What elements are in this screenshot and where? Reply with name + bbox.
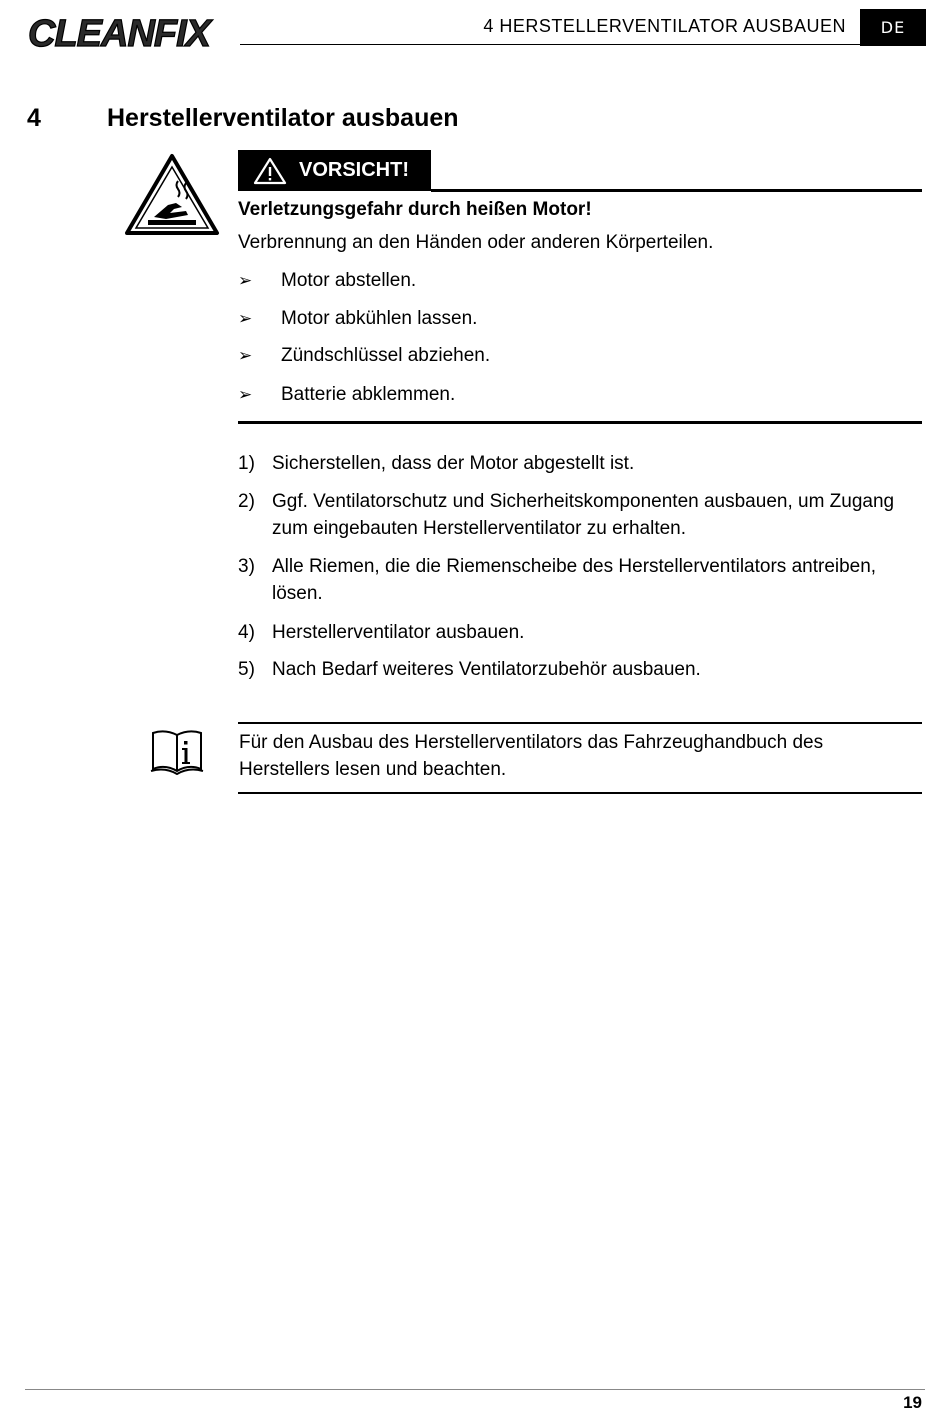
step-text: Nach Bedarf weiteres Ventilatorzubehör ausbauen.: [272, 659, 701, 680]
instruction-step: [238, 450, 928, 477]
header-chapter-title: 4 HERSTELLERVENTILATOR AUSBAUEN: [483, 16, 846, 36]
caution-rule-top: [431, 189, 922, 192]
note-rule-bottom: [238, 792, 922, 794]
warning-triangle-icon: [253, 157, 287, 185]
step-text: Herstellerventilator ausbauen.: [272, 622, 525, 643]
arrow-bullet-icon: ➢: [238, 346, 253, 366]
caution-rule-bottom: [238, 421, 922, 424]
hazard-description: Verbrennung an den Händen oder anderen Körperteilen.: [238, 232, 714, 253]
note-rule-top: [238, 722, 922, 724]
footer-rule: [25, 1389, 925, 1390]
section-title: Herstellerventilator ausbauen: [107, 104, 459, 132]
header-rule: [240, 44, 860, 45]
instruction-step: [238, 619, 928, 646]
step-text: Ggf. Ventilatorschutz und Sicherheitskomponenten ausbauen, um Zugang zum eingebauten Herstellerventilator zu erhalten.: [272, 491, 895, 539]
safety-measure-item: ➢ Zündschlüssel abziehen.: [238, 345, 491, 366]
instruction-step: [238, 656, 928, 683]
hazard-title: Verletzungsgefahr durch heißen Motor!: [238, 199, 592, 220]
step-number: 5): [238, 659, 255, 680]
step-number: 1): [238, 453, 255, 474]
page-number: 19: [903, 1393, 922, 1412]
cleanfix-logo: [26, 6, 241, 56]
step-number: 2): [238, 491, 255, 512]
language-badge: DE: [860, 9, 926, 46]
step-text: Sicherstellen, dass der Motor abgestellt ist.: [272, 453, 635, 474]
safety-measure-item: ➢ Motor abstellen.: [238, 270, 417, 291]
instruction-step: [238, 488, 928, 542]
caution-signal-bar: [238, 150, 431, 191]
safety-measure-item: ➢ Motor abkühlen lassen.: [238, 308, 478, 329]
hot-surface-warning-icon: [124, 153, 220, 237]
instruction-step: [238, 553, 928, 607]
read-manual-icon: [149, 729, 205, 775]
section-number: 4: [27, 104, 41, 132]
arrow-bullet-icon: ➢: [238, 309, 253, 329]
step-text: Alle Riemen, die die Riemenscheibe des Herstellerventilators antreiben, lösen.: [272, 556, 877, 604]
arrow-bullet-icon: ➢: [238, 271, 253, 291]
step-number: 3): [238, 556, 255, 577]
step-number: 4): [238, 622, 255, 643]
note-text: Für den Ausbau des Herstellerventilators das Fahrzeughandbuch des Herstellers lesen und beachten.: [239, 732, 824, 780]
safety-measure-item: ➢ Batterie abklemmen.: [238, 384, 456, 405]
svg-text:CLEANFIX: CLEANFIX: [28, 13, 210, 55]
signal-word: VORSICHT!: [299, 159, 409, 181]
arrow-bullet-icon: ➢: [238, 385, 253, 405]
